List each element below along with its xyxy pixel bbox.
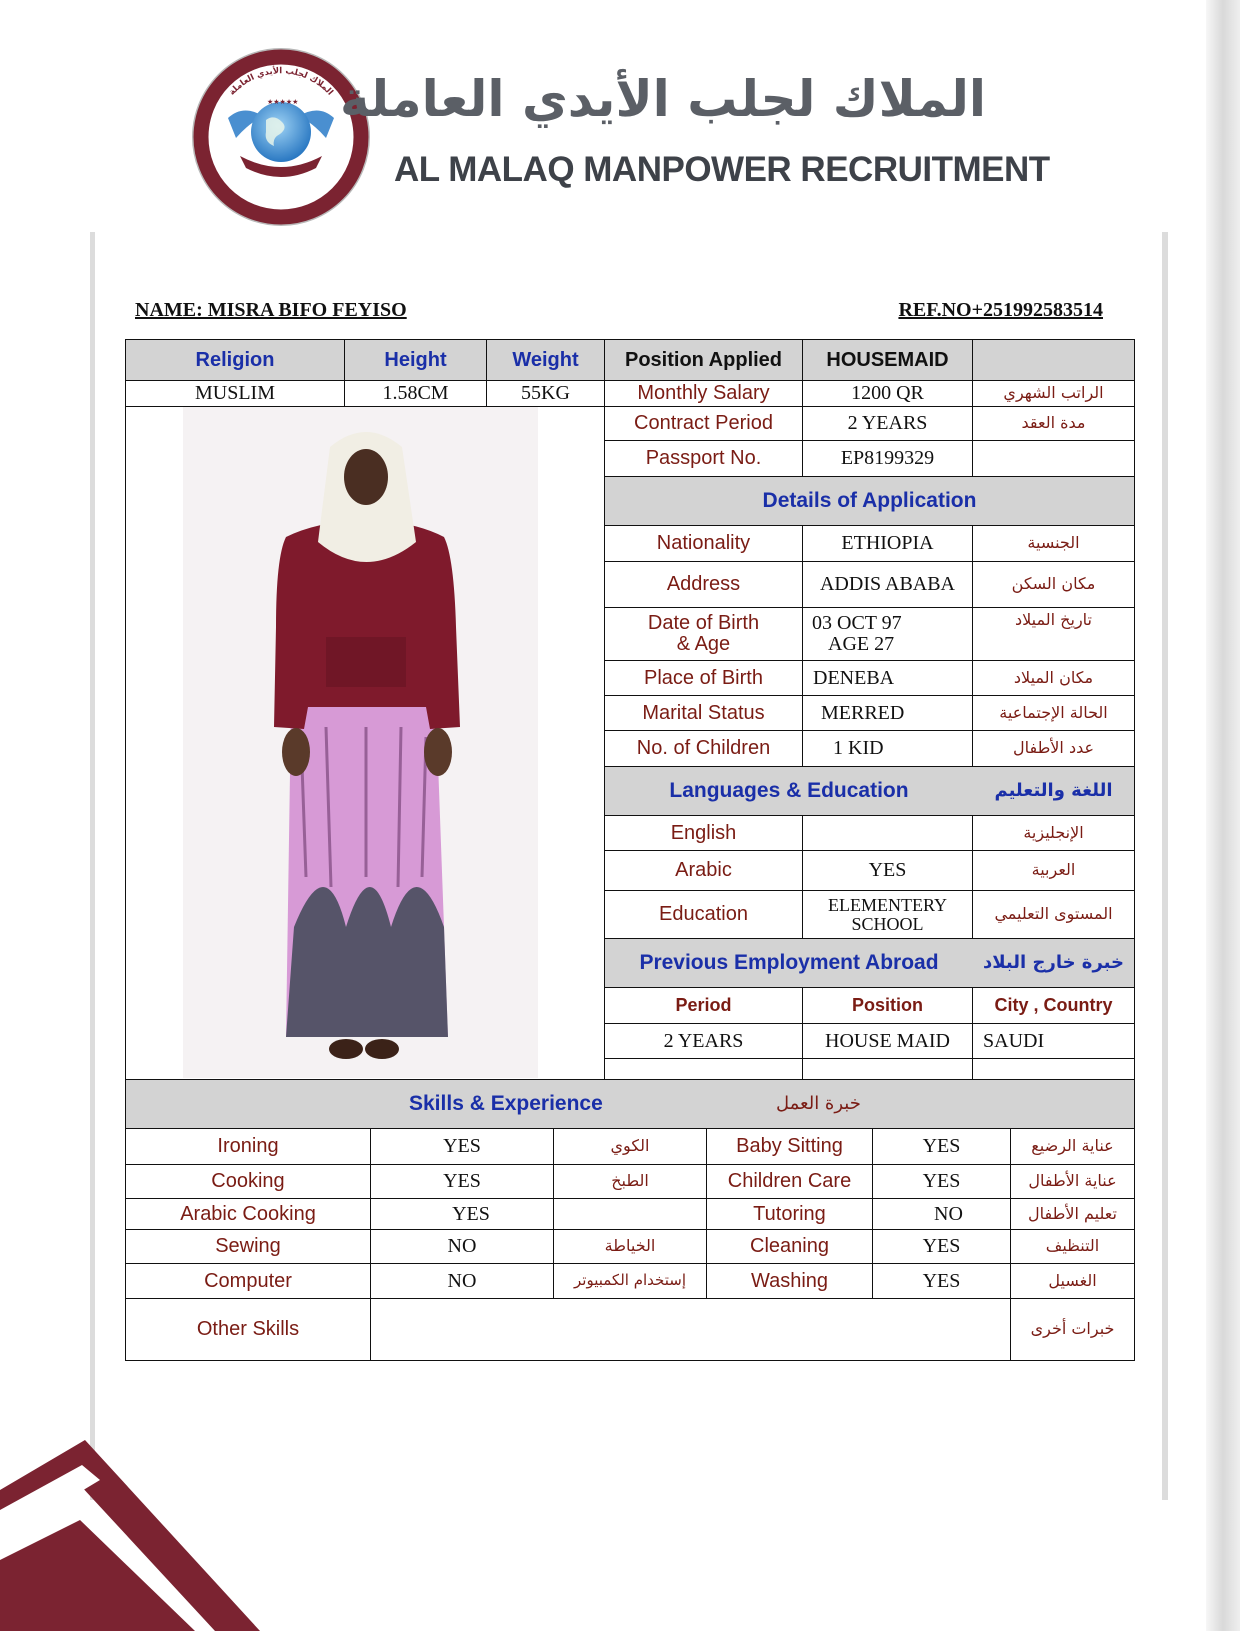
sheet-edge-right: [1162, 232, 1168, 1500]
skill-ironing-label: Ironing: [126, 1129, 371, 1165]
skill-tutoring-value: NO: [873, 1199, 1011, 1230]
logo-arabic-text: الملاك لجلب الأيدي العاملة: [227, 66, 335, 98]
english-arabic: الإنجليزية: [973, 816, 1134, 851]
skill-washing-label: Washing: [707, 1264, 873, 1299]
skill-ironing-value: YES: [371, 1129, 554, 1165]
employment-position: HOUSE MAID: [803, 1024, 973, 1059]
marital-status-label: Marital Status: [605, 696, 803, 731]
dob-label-line1: Date of Birth: [647, 612, 760, 634]
skill-childcare-label: Children Care: [707, 1165, 873, 1199]
employment-position-empty: [803, 1059, 973, 1080]
svg-text:★★★★★: ★★★★★: [267, 98, 299, 106]
languages-section-header: Languages & Education: [605, 767, 973, 816]
employment-period: 2 YEARS: [605, 1024, 803, 1059]
employment-country-empty: [973, 1059, 1134, 1080]
languages-section-header-arabic: اللغة والتعليم: [973, 767, 1134, 816]
skills-title-arabic: خبرة العمل: [776, 1092, 861, 1114]
education-value-line1: ELEMENTERY: [828, 894, 947, 915]
employment-section-header-arabic: خبرة خارج البلاد: [973, 939, 1134, 988]
address-arabic: مكان السكن: [973, 562, 1134, 608]
marital-status-arabic: الحالة الإجتماعية: [973, 696, 1134, 731]
country-column-header: City , Country: [973, 988, 1134, 1024]
education-arabic: المستوى التعليمي: [973, 891, 1134, 939]
logo-english-text: AL MALAQ MANPOWER RECRUITMENT: [209, 144, 353, 206]
applicant-photo: [126, 407, 605, 1080]
monthly-salary-arabic: الراتب الشهري: [973, 381, 1134, 407]
address-value: ADDIS ABABA: [803, 562, 973, 608]
height-value: 1.58CM: [345, 381, 487, 407]
height-header: Height: [345, 340, 487, 381]
skills-title: Skills & Experience: [409, 1091, 603, 1115]
skill-sewing-label: Sewing: [126, 1230, 371, 1264]
position-applied-value: HOUSEMAID: [803, 340, 973, 381]
employment-country: SAUDI: [973, 1024, 1134, 1059]
position-column-header: Position: [803, 988, 973, 1024]
skill-babysitting-label: Baby Sitting: [707, 1129, 873, 1165]
skill-washing-value: YES: [873, 1264, 1011, 1299]
other-skills-value: [371, 1299, 1011, 1360]
other-skills-arabic: خبرات أخرى: [1030, 1319, 1115, 1339]
skill-arabic-cooking-arabic: [554, 1199, 707, 1230]
skill-washing-arabic: الغسيل: [1011, 1264, 1134, 1299]
place-of-birth-arabic: مكان الميلاد: [973, 661, 1134, 696]
skill-tutoring-arabic: تعليم الأطفال: [1011, 1199, 1134, 1230]
application-form: [125, 339, 1135, 1361]
english-label: English: [605, 816, 803, 851]
passport-label: Passport No.: [605, 441, 803, 477]
contract-period-value: 2 YEARS: [803, 407, 973, 441]
place-of-birth-value: DENEBA: [803, 661, 973, 696]
employment-period-empty: [605, 1059, 803, 1080]
children-label: No. of Children: [605, 731, 803, 767]
skill-sewing-arabic: الخياطة: [554, 1230, 707, 1264]
arabic-arabic: العربية: [973, 851, 1134, 891]
skill-childcare-value: YES: [873, 1165, 1011, 1199]
person-photo-illustration: [126, 407, 603, 1078]
skill-babysitting-arabic: عناية الرضيع: [1011, 1129, 1134, 1165]
dob-label-line2: & Age: [676, 633, 731, 655]
contract-period-label: Contract Period: [605, 407, 803, 441]
dob-value: [803, 608, 973, 661]
nationality-value: ETHIOPIA: [803, 526, 973, 562]
skills-section-header: [126, 1080, 1134, 1129]
skill-cooking-arabic: الطبخ: [554, 1165, 707, 1199]
skill-computer-arabic: إستخدام الكمبيوتر: [554, 1264, 707, 1299]
nationality-arabic: الجنسية: [973, 526, 1134, 562]
place-of-birth-label: Place of Birth: [605, 661, 803, 696]
children-arabic: عدد الأطفال: [973, 731, 1134, 767]
dob-date: 03 OCT 97: [812, 612, 902, 634]
skill-computer-label: Computer: [126, 1264, 371, 1299]
details-section-header: Details of Application: [605, 477, 1134, 526]
position-applied-label: Position Applied: [605, 340, 803, 381]
arabic-label: Arabic: [605, 851, 803, 891]
sheet-edge-left: [90, 232, 95, 1500]
dob-arabic: تاريخ الميلاد: [973, 608, 1134, 661]
skill-cooking-label: Cooking: [126, 1165, 371, 1199]
education-value: [803, 891, 973, 939]
contract-period-arabic: مدة العقد: [973, 407, 1134, 441]
skill-cleaning-value: YES: [873, 1230, 1011, 1264]
company-name-arabic: الملاك لجلب الأيدي العاملة: [339, 70, 986, 128]
period-column-header: Period: [605, 988, 803, 1024]
religion-header: Religion: [126, 340, 345, 381]
applicant-name: NAME: MISRA BIFO FEYISO: [135, 299, 407, 321]
address-label: Address: [605, 562, 803, 608]
other-skills-label: Other Skills: [126, 1299, 371, 1360]
education-label: Education: [605, 891, 803, 939]
dob-label: [605, 608, 803, 661]
dob-age: AGE 27: [828, 633, 895, 655]
education-value-line2: SCHOOL: [851, 913, 924, 934]
monthly-salary-label: Monthly Salary: [605, 381, 803, 407]
skill-sewing-value: NO: [371, 1230, 554, 1264]
nationality-label: Nationality: [605, 526, 803, 562]
skill-cleaning-label: Cleaning: [707, 1230, 873, 1264]
skill-ironing-arabic: الكوي: [554, 1129, 707, 1165]
skill-arabic-cooking-value: YES: [371, 1199, 554, 1230]
english-value: [803, 816, 973, 851]
scan-edge: [1206, 0, 1240, 1631]
weight-value: 55KG: [487, 381, 605, 407]
reference-number: REF.NO+251992583514: [898, 299, 1103, 321]
arabic-value: YES: [803, 851, 973, 891]
skill-computer-value: NO: [371, 1264, 554, 1299]
children-value: 1 KID: [803, 731, 973, 767]
corner-decoration: [0, 1440, 260, 1631]
company-name-english: AL MALAQ MANPOWER RECRUITMENT: [394, 150, 1050, 189]
skill-tutoring-label: Tutoring: [707, 1199, 873, 1230]
skill-babysitting-value: YES: [873, 1129, 1011, 1165]
weight-header: Weight: [487, 340, 605, 381]
skill-childcare-arabic: عناية الأطفال: [1011, 1165, 1134, 1199]
passport-arabic: [973, 441, 1134, 477]
skill-cooking-value: YES: [371, 1165, 554, 1199]
passport-value: EP8199329: [803, 441, 973, 477]
monthly-salary-value: 1200 QR: [803, 381, 973, 407]
marital-status-value: MERRED: [803, 696, 973, 731]
employment-section-header: Previous Employment Abroad: [605, 939, 973, 988]
skill-arabic-cooking-label: Arabic Cooking: [126, 1199, 371, 1230]
position-arabic-cell: [973, 340, 1134, 381]
religion-value: MUSLIM: [126, 381, 345, 407]
skill-cleaning-arabic: التنظيف: [1011, 1230, 1134, 1264]
